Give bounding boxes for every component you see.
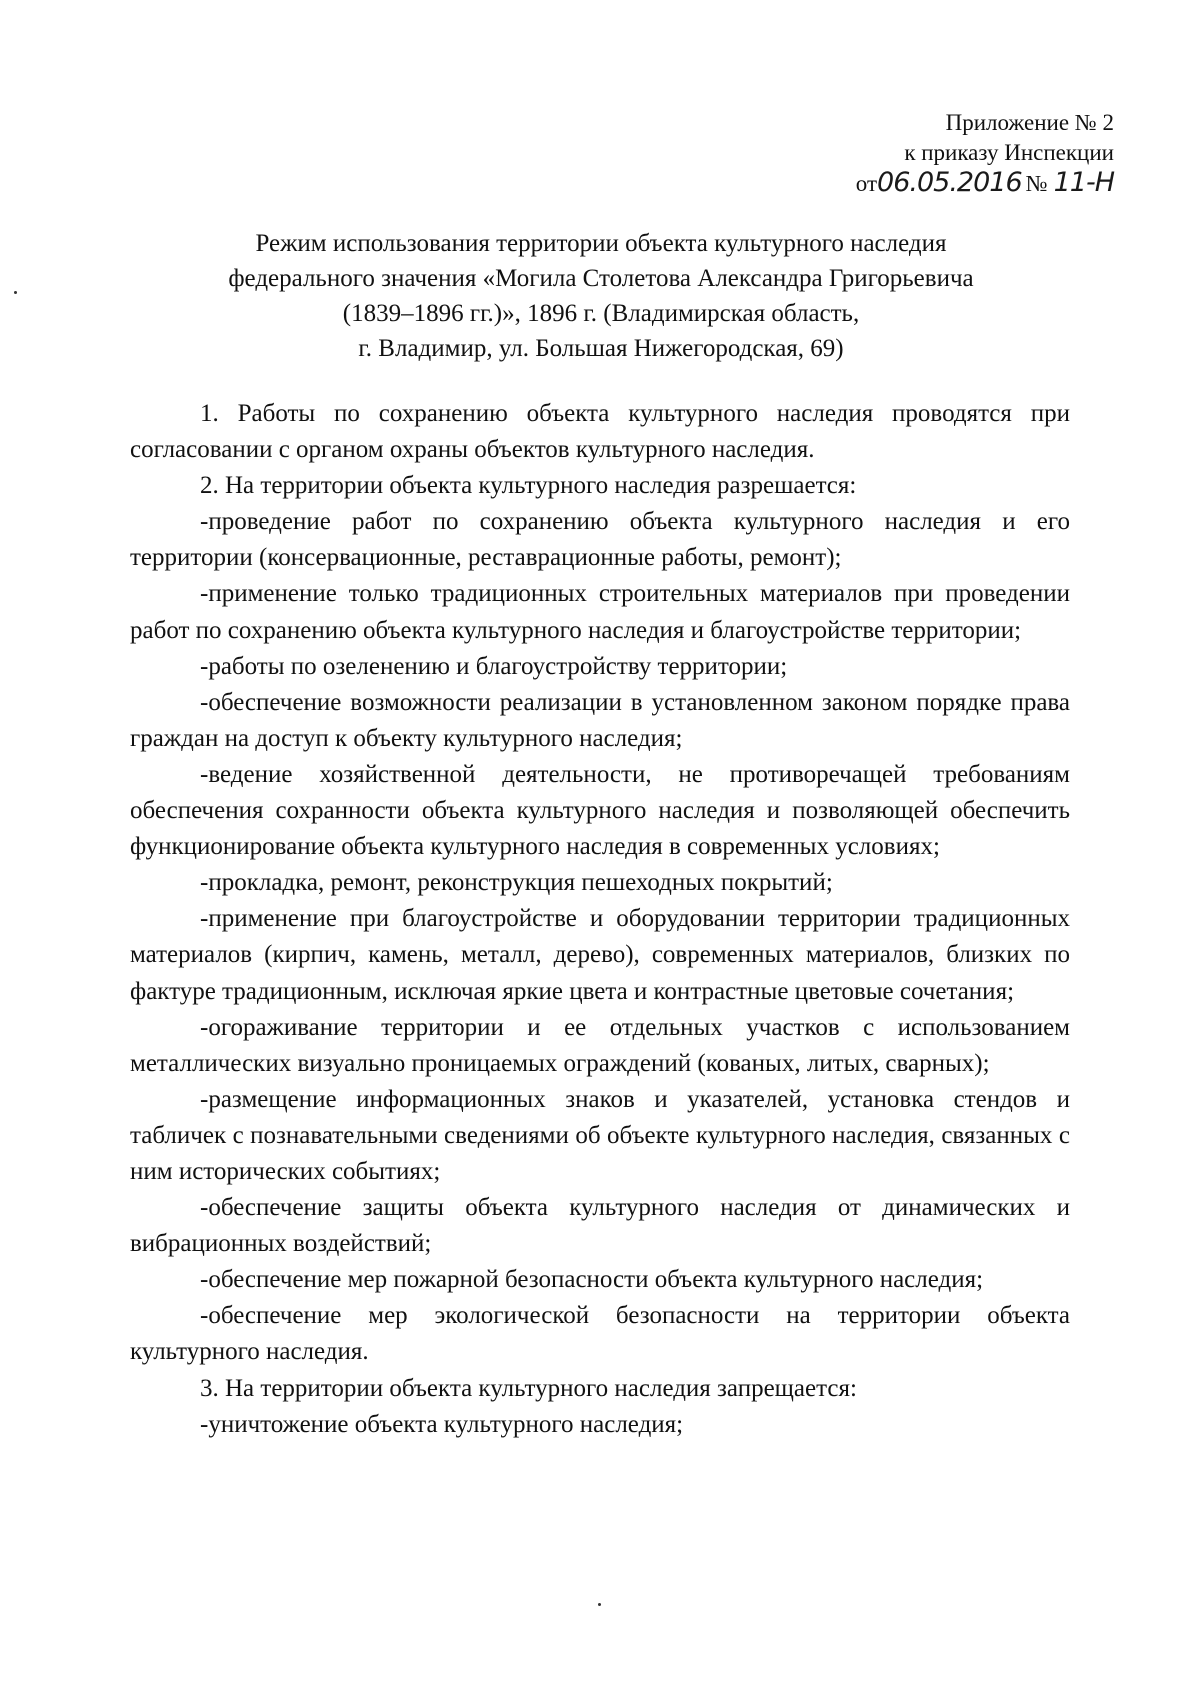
order-date-line bbox=[856, 168, 1114, 199]
handwritten-date: 06.05.2016 bbox=[877, 167, 1022, 198]
appendix-label: Приложение № 2 bbox=[945, 110, 1114, 135]
document-title bbox=[140, 226, 1062, 366]
paragraph: -применение только традиционных строительных материалов при проведении работ по сохранению объекта культурного наследия и благоустройстве территории; bbox=[130, 580, 1070, 644]
paragraph: -размещение информационных знаков и указателей, установка стендов и табличек с познавательными сведениями об объекте культурного наследия, связанных с ним исторических событиях; bbox=[130, 1085, 1070, 1185]
handwritten-order-number: 11-Н bbox=[1053, 167, 1114, 198]
paragraph: -уничтожение объекта культурного наследия; bbox=[200, 1410, 684, 1438]
title-line: федерального значения «Могила Столетова Александра Григорьевича bbox=[228, 265, 974, 292]
paragraph: -обеспечение возможности реализации в установленном законом порядке права граждан на доступ к объекту культурного наследия; bbox=[130, 688, 1070, 752]
paragraph: -проведение работ по сохранению объекта культурного наследия и его территории (консервационные, реставрационные работы, ремонт); bbox=[130, 508, 1070, 572]
scan-speck bbox=[14, 291, 17, 294]
appendix-header bbox=[856, 108, 1114, 199]
paragraph: -обеспечение мер пожарной безопасности объекта культурного наследия; bbox=[200, 1266, 984, 1294]
date-prefix: от bbox=[855, 171, 878, 196]
paragraph: -работы по озеленению и благоустройству территории; bbox=[200, 652, 788, 680]
paragraph: -прокладка, ремонт, реконструкция пешеходных покрытий; bbox=[200, 869, 833, 897]
paragraph: 2. На территории объекта культурного наследия разрешается: bbox=[200, 472, 857, 500]
scan-speck bbox=[598, 1603, 601, 1606]
paragraph: 1. Работы по сохранению объекта культурного наследия проводятся при согласовании с органом охраны объектов культурного наследия. bbox=[130, 400, 1070, 464]
paragraph: -ведение хозяйственной деятельности, не противоречащей требованиям обеспечения сохранности объекта культурного наследия и позволяющей обеспечить функционирование объекта культурного наследия в современных условиях; bbox=[130, 760, 1070, 861]
title-line: (1839–1896 гг.)», 1896 г. (Владимирская область, bbox=[342, 300, 860, 327]
paragraph: -применение при благоустройстве и оборудовании территории традиционных материалов (кирпич, камень, металл, дерево), современных материалов, близких по фактуре традиционным, исключая яркие цвета и контрастные цветовые сочетания; bbox=[130, 905, 1070, 1005]
title-line: Режим использования территории объекта культурного наследия bbox=[255, 230, 947, 257]
paragraph: -обеспечение защиты объекта культурного наследия от динамических и вибрационных воздействий; bbox=[130, 1194, 1070, 1258]
number-prefix: № bbox=[1025, 171, 1048, 196]
title-line: г. Владимир, ул. Большая Нижегородская, 69) bbox=[358, 335, 844, 362]
paragraph: -обеспечение мер экологической безопасности на территории объекта культурного наследия. bbox=[130, 1302, 1070, 1366]
paragraph: -огораживание территории и ее отдельных участков с использованием металлических визуально проницаемых ограждений (кованых, литых, сварных); bbox=[130, 1013, 1070, 1077]
paragraph: 3. На территории объекта культурного наследия запрещается: bbox=[200, 1374, 857, 1402]
order-reference: к приказу Инспекции bbox=[904, 140, 1114, 165]
document-body bbox=[130, 396, 1070, 1443]
